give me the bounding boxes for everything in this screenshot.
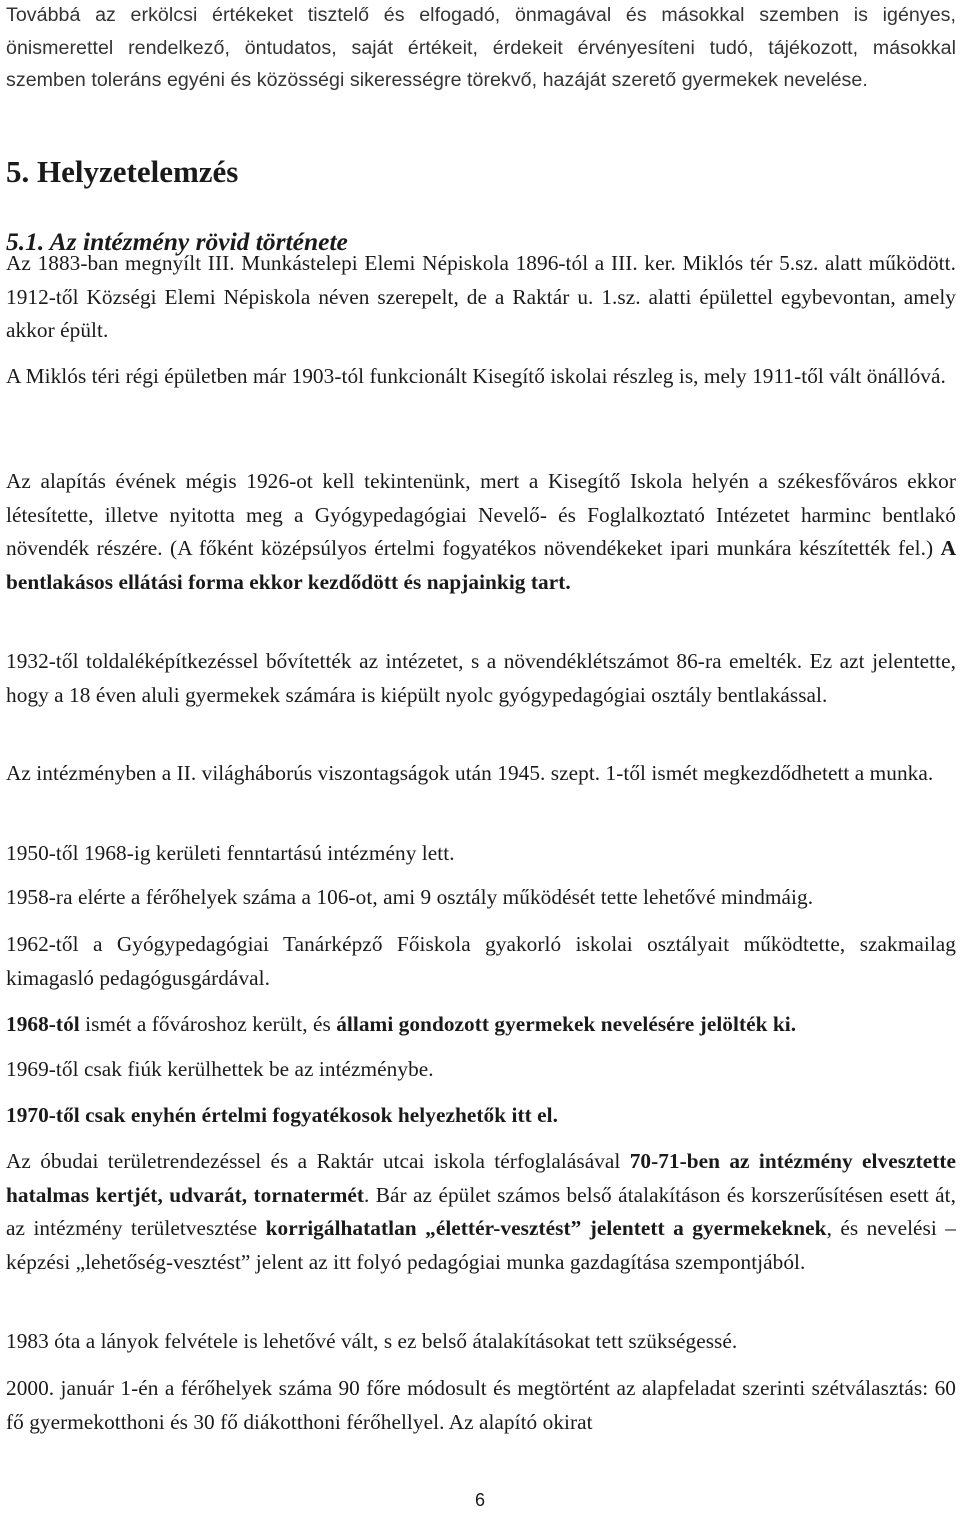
section-heading: 5. Helyzetelemzés: [6, 154, 239, 189]
paragraph-12: [6, 1145, 956, 1279]
paragraph-3-bold: A bentlakásos ellátási forma ekkor kezdődött és napjainkig tart.: [6, 536, 956, 594]
paragraph-9-text: ismét a fővároshoz került, és: [79, 1012, 337, 1036]
paragraph-8: 1962-től a Gyógypedagógiai Tanárképző Főiskola gyakorló iskolai osztályait működtette, szakmailag kimagasló pedagógusgárdával.: [6, 932, 956, 990]
paragraph-5: Az intézményben a II. világháborús viszontagságok után 1945. szept. 1-től ismét megkezdődhetett a munka.: [6, 761, 934, 785]
paragraph-11: [6, 1099, 956, 1133]
paragraph-12-text-a: Az óbudai területrendezéssel és a Raktár utcai iskola térfoglalásával: [6, 1149, 630, 1173]
paragraph-12-bold-b: korrigálhatatlan „élettér-vesztést” jelentett a gyermekeknek: [265, 1216, 827, 1240]
paragraph-3-text: Az alapítás évének mégis 1926-ot kell tekintenünk, mert a Kisegítő Iskola helyén a székesfőváros ekkor létesítette, illetve nyitotta meg a Gyógypedagógiai Nevelő- és Foglalkoztató Intézetet harminc bentlakó növendék részére. (A főként középsúlyos értelmi fogyatékos növendékeket ipari munkára készítették fel.): [6, 469, 956, 560]
paragraph-12-text-b: . Bár az épület számos belső átalakításon és korszerűsítésen esett át, az intézmény területvesztése: [6, 1182, 956, 1240]
paragraph-12-bold-a: 70-71-ben az intézmény elvesztette hatalmas kertjét, udvarát, tornatermét: [6, 1149, 957, 1207]
paragraph-12-text-c: , és nevelési – képzési „lehetőség-vesztést” jelent az itt folyó pedagógiai munka gazdagítása szempontjából.: [6, 1216, 956, 1274]
paragraph-13: 1983 óta a lányok felvétele is lehetővé vált, s ez belső átalakításokat tett szükségessé.: [6, 1329, 738, 1353]
subsection-heading: 5.1. Az intézmény rövid története: [6, 227, 348, 256]
paragraph-1: Az 1883-ban megnyílt III. Munkástelepi Elemi Népiskola 1896-tól a III. ker. Miklós tér 5.sz. alatt működött. 1912-től Községi Elemi Népiskola néven szerepelt, de a Raktár u. 1.sz. alatti épülettel egybevontan, amely akkor épült.: [6, 251, 956, 342]
paragraph-10: 1969-től csak fiúk kerülhettek be az intézménybe.: [6, 1057, 434, 1081]
paragraph-9-year: 1968-tól: [6, 1012, 80, 1036]
paragraph-3: [6, 465, 956, 599]
paragraph-7: 1958-ra elérte a férőhelyek száma a 106-ot, ami 9 osztály működését tette lehetővé mindmáig.: [6, 885, 814, 909]
page-number: 6: [474, 1490, 485, 1510]
paragraph-11-bold: 1970-től csak enyhén értelmi fogyatékosok helyezhetők itt el.: [6, 1103, 558, 1127]
intro-paragraph: Továbbá az erkölcsi értékeket tisztelő és elfogadó, önmagával és másokkal szemben is igényes, önismerettel rendelkező, öntudatos, saját értékeit, érdekeit érvényesíteni tudó, tájékozott, másokkal szemben toleráns egyéni és közösségi sikerességre törekvő, hazáját szerető gyermekek nevelése.: [6, 4, 956, 91]
paragraph-9-bold: állami gondozott gyermekek nevelésére jelölték ki.: [336, 1012, 797, 1036]
paragraph-14: 2000. január 1-én a férőhelyek száma 90 főre módosult és megtörtént az alapfeladat szerinti szétválasztás: 60 fő gyermekotthoni és 30 fő diákotthoni férőhellyel. Az alapító okirat: [6, 1376, 956, 1434]
paragraph-2: A Miklós téri régi épületben már 1903-tól funkcionált Kisegítő iskolai részleg is, mely 1911-től vált önállóvá.: [6, 364, 946, 388]
paragraph-6: 1950-től 1968-ig kerületi fenntartású intézmény lett.: [6, 841, 455, 865]
paragraph-4: 1932-től toldaléképítkezéssel bővítették az intézetet, s a növendéklétszámot 86-ra emelték. Ez azt jelentette, hogy a 18 éven aluli gyermekek számára is kiépült nyolc gyógypedagógiai osztály bentlakással.: [6, 649, 956, 707]
paragraph-9: [6, 1008, 956, 1042]
